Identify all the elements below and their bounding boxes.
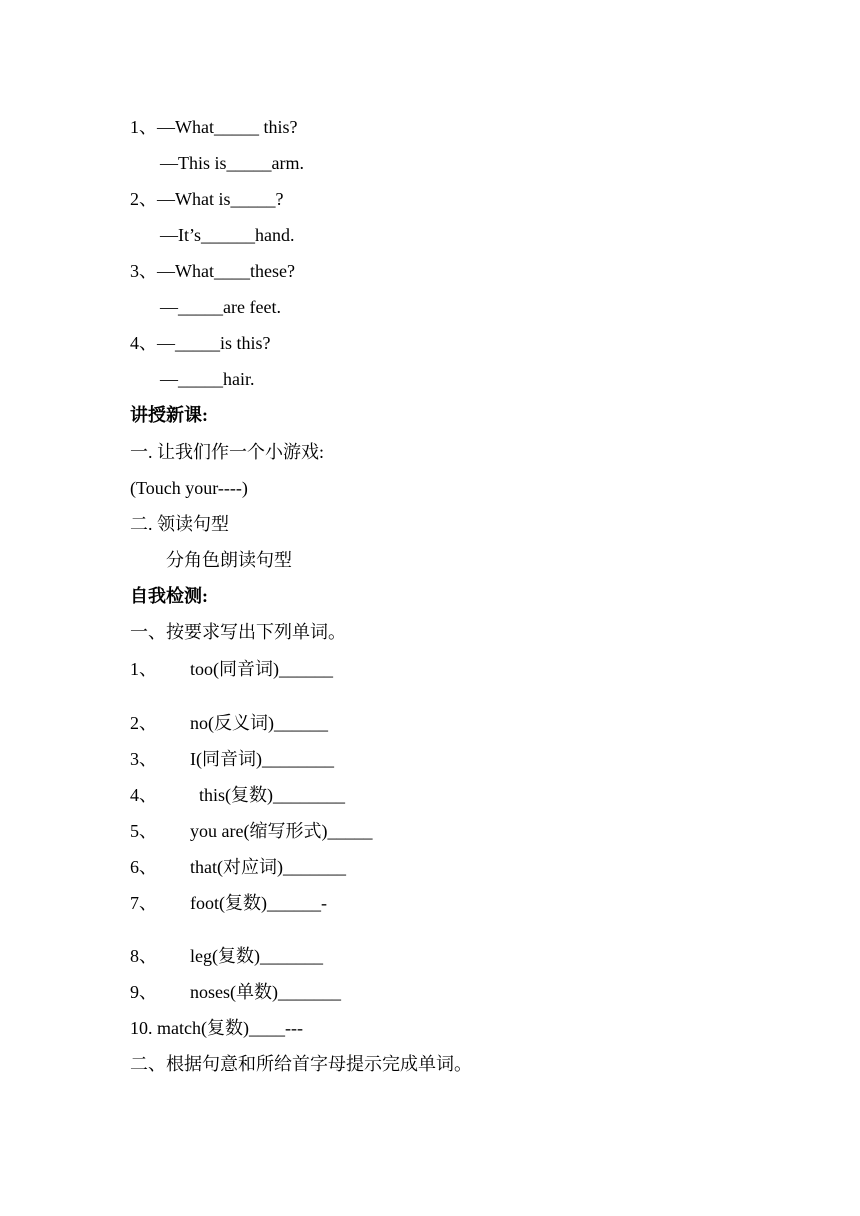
review-answer-2: —It’s______hand.	[160, 225, 295, 245]
review-question-2: 2、—What is_____?	[130, 189, 284, 209]
exercise-item-6: that(对应词)_______	[190, 857, 346, 877]
review-question-1: 1、—What_____ this?	[130, 117, 298, 137]
self-test-heading: 自我检测:	[130, 586, 208, 606]
exercise-number-4: 4、	[130, 785, 157, 805]
review-question-3: 3、—What____these?	[130, 261, 295, 281]
exercise-item-7: foot(复数)______-	[190, 893, 327, 913]
exercise-item-9: noses(单数)_______	[190, 982, 341, 1002]
self-test-part1-title: 一、按要求写出下列单词。	[130, 622, 346, 642]
exercise-item-10: 10. match(复数)____---	[130, 1018, 303, 1038]
exercise-item-2: no(反义词)______	[190, 713, 328, 733]
exercise-item-4: this(复数)________	[190, 785, 345, 805]
exercise-number-9: 9、	[130, 982, 157, 1002]
review-question-4: 4、—_____is this?	[130, 333, 271, 353]
exercise-item-1: too(同音词)______	[190, 659, 333, 679]
review-answer-1: —This is_____arm.	[160, 153, 304, 173]
exercise-item-3: I(同音词)________	[190, 749, 334, 769]
new-lesson-item-1: 一. 让我们作一个小游戏:	[130, 442, 324, 462]
exercise-number-2: 2、	[130, 713, 157, 733]
exercise-number-1: 1、	[130, 659, 157, 679]
exercise-item-5: you are(缩写形式)_____	[190, 821, 373, 841]
new-lesson-item-1-note: (Touch your----)	[130, 478, 248, 498]
new-lesson-item-2-sub: 分角色朗读句型	[166, 550, 292, 570]
exercise-number-5: 5、	[130, 821, 157, 841]
new-lesson-item-2: 二. 领读句型	[130, 514, 229, 534]
review-answer-4: —_____hair.	[160, 369, 255, 389]
exercise-number-7: 7、	[130, 893, 157, 913]
exercise-number-8: 8、	[130, 946, 157, 966]
new-lesson-heading: 讲授新课:	[130, 405, 208, 425]
exercise-number-6: 6、	[130, 857, 157, 877]
review-answer-3: —_____are feet.	[160, 297, 281, 317]
self-test-part2-title: 二、根据句意和所给首字母提示完成单词。	[130, 1054, 472, 1074]
exercise-item-8: leg(复数)_______	[190, 946, 323, 966]
exercise-number-3: 3、	[130, 749, 157, 769]
